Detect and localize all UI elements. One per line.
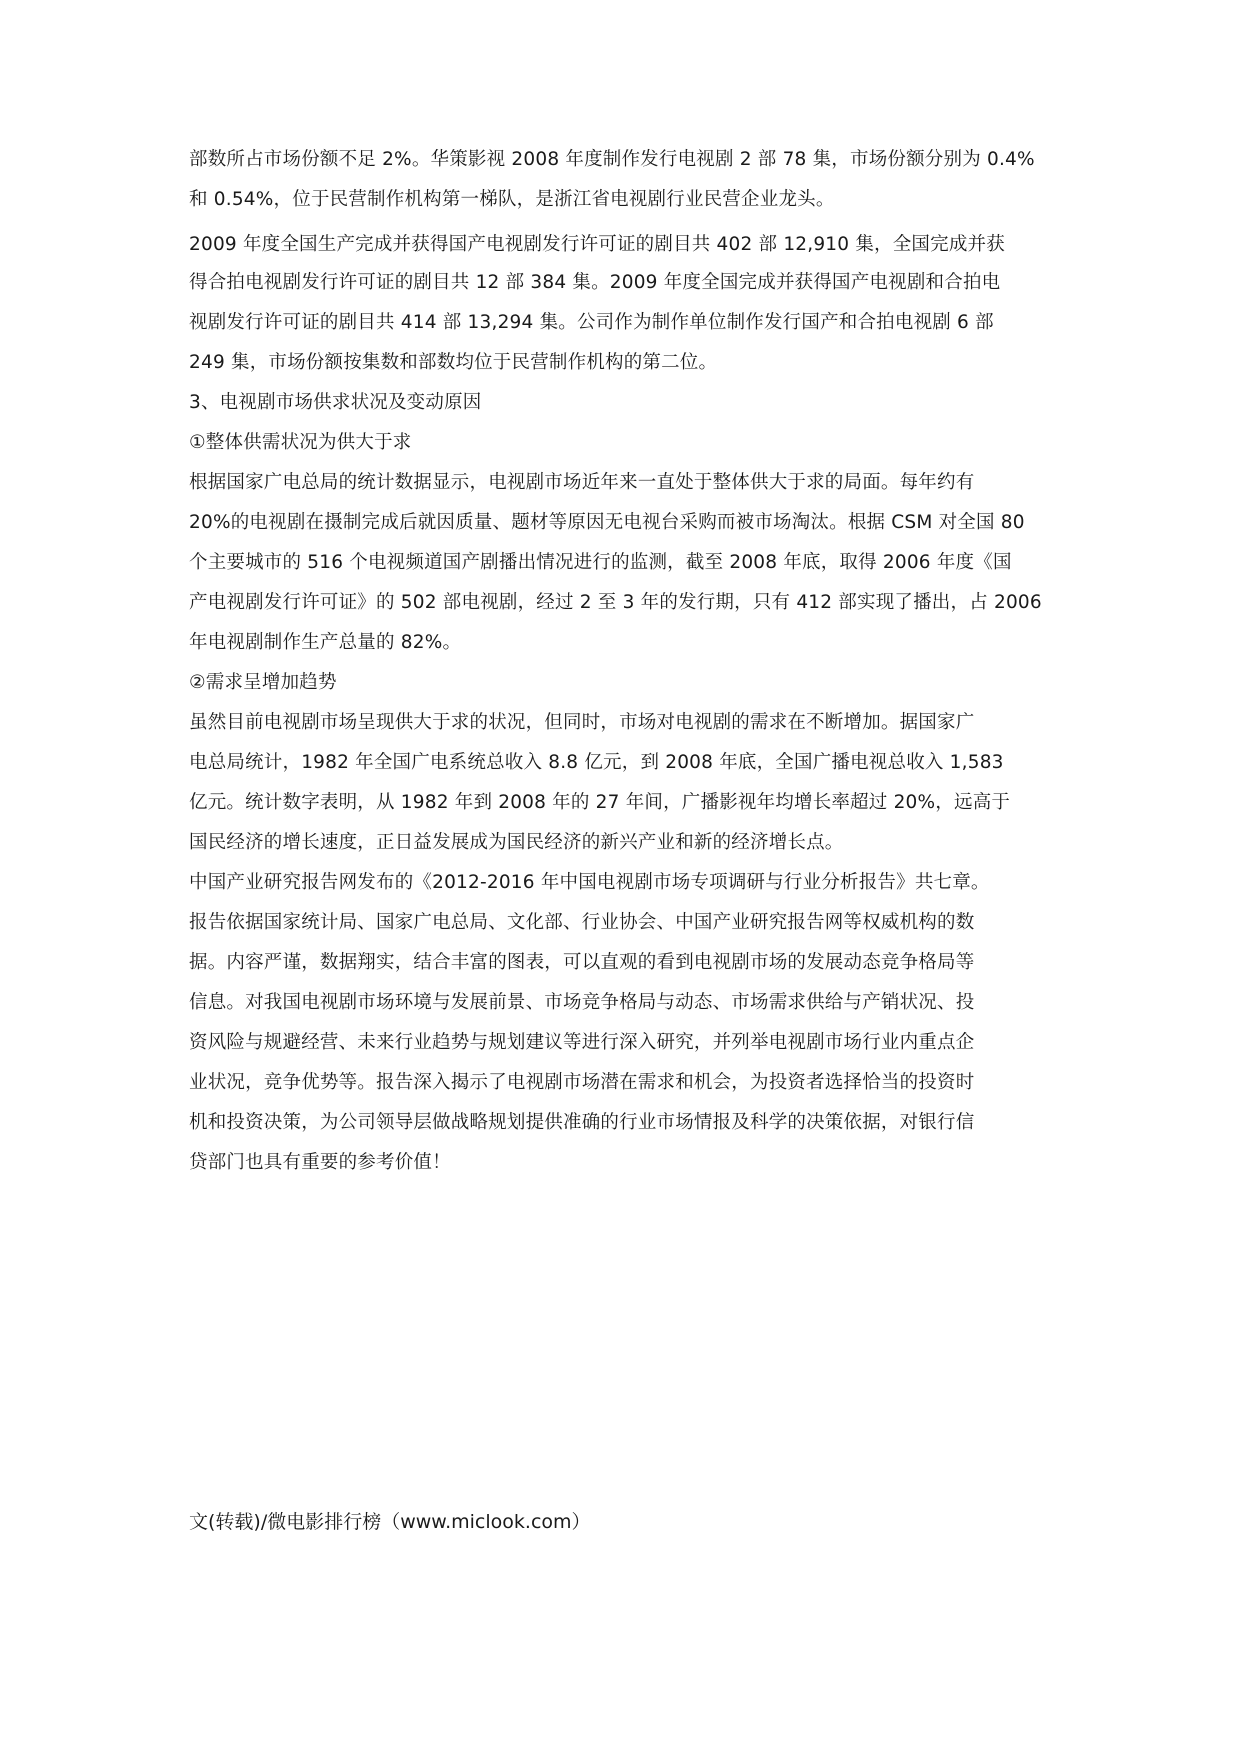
text-line: 20%的电视剧在摄制完成后就因质量、题材等原因无电视台采购而被市场淘汰。根据 CSM 对全国 80 xyxy=(189,512,1025,533)
text-line: 贷部门也具有重要的参考价值！ xyxy=(189,1152,451,1173)
subsection-heading: ①整体供需状况为供大于求 xyxy=(189,432,412,453)
text-line: 业状况，竞争优势等。报告深入揭示了电视剧市场潜在需求和机会，为投资者选择恰当的投资时 xyxy=(189,1072,975,1093)
text-line: 据。内容严谨，数据翔实，结合丰富的图表，可以直观的看到电视剧市场的发展动态竞争格局等 xyxy=(189,952,975,973)
text-line: 亿元。统计数字表明，从 1982 年到 2008 年的 27 年间，广播影视年均增长率超过 20%，远高于 xyxy=(189,792,1011,813)
text-line: 报告依据国家统计局、国家广电总局、文化部、行业协会、中国产业研究报告网等权威机构的数 xyxy=(189,912,975,933)
text-line: 产电视剧发行许可证》的 502 部电视剧，经过 2 至 3 年的发行期，只有 412 部实现了播出，占 2006 xyxy=(189,592,1042,613)
text-line: 个主要城市的 516 个电视频道国产剧播出情况进行的监测，截至 2008 年底，取得 2006 年度《国 xyxy=(189,552,1012,573)
text-line: 视剧发行许可证的剧目共 414 部 13,294 集。公司作为制作单位制作发行国产和合拍电视剧 6 部 xyxy=(189,312,994,333)
text-line: 资风险与规避经营、未来行业趋势与规划建议等进行深入研究，并列举电视剧市场行业内重点企 xyxy=(189,1032,975,1053)
text-line: 信息。对我国电视剧市场环境与发展前景、市场竞争格局与动态、市场需求供给与产销状况、投 xyxy=(189,992,975,1013)
text-line: 电总局统计，1982 年全国广电系统总收入 8.8 亿元，到 2008 年底，全国广播电视总收入 1,583 xyxy=(189,752,1004,773)
text-line: 部数所占市场份额不足 2%。华策影视 2008 年度制作发行电视剧 2 部 78 集，市场份额分别为 0.4% xyxy=(189,149,1035,170)
subsection-heading: ②需求呈增加趋势 xyxy=(189,672,337,693)
text-line: 机和投资决策，为公司领导层做战略规划提供准确的行业市场情报及科学的决策依据，对银行信 xyxy=(189,1112,975,1133)
source-credit: 文(转载)/微电影排行榜（www.miclook.com） xyxy=(189,1511,591,1533)
text-line: 249 集，市场份额按集数和部数均位于民营制作机构的第二位。 xyxy=(189,352,718,373)
text-line: 2009 年度全国生产完成并获得国产电视剧发行许可证的剧目共 402 部 12,910 集，全国完成并获 xyxy=(189,234,1005,255)
text-line: 中国产业研究报告网发布的《2012-2016 年中国电视剧市场专项调研与行业分析报告》共七章。 xyxy=(189,872,990,893)
text-line: 虽然目前电视剧市场呈现供大于求的状况，但同时，市场对电视剧的需求在不断增加。据国家广 xyxy=(189,712,975,733)
text-line: 得合拍电视剧发行许可证的剧目共 12 部 384 集。2009 年度全国完成并获得国产电视剧和合拍电 xyxy=(189,272,1001,293)
text-line: 国民经济的增长速度，正日益发展成为国民经济的新兴产业和新的经济增长点。 xyxy=(189,832,844,853)
text-line: 和 0.54%，位于民营制作机构第一梯队，是浙江省电视剧行业民营企业龙头。 xyxy=(189,189,835,210)
text-line: 年电视剧制作生产总量的 82%。 xyxy=(189,632,462,653)
text-line: 根据国家广电总局的统计数据显示，电视剧市场近年来一直处于整体供大于求的局面。每年约有 xyxy=(189,472,975,493)
section-heading: 3、电视剧市场供求状况及变动原因 xyxy=(189,392,482,413)
